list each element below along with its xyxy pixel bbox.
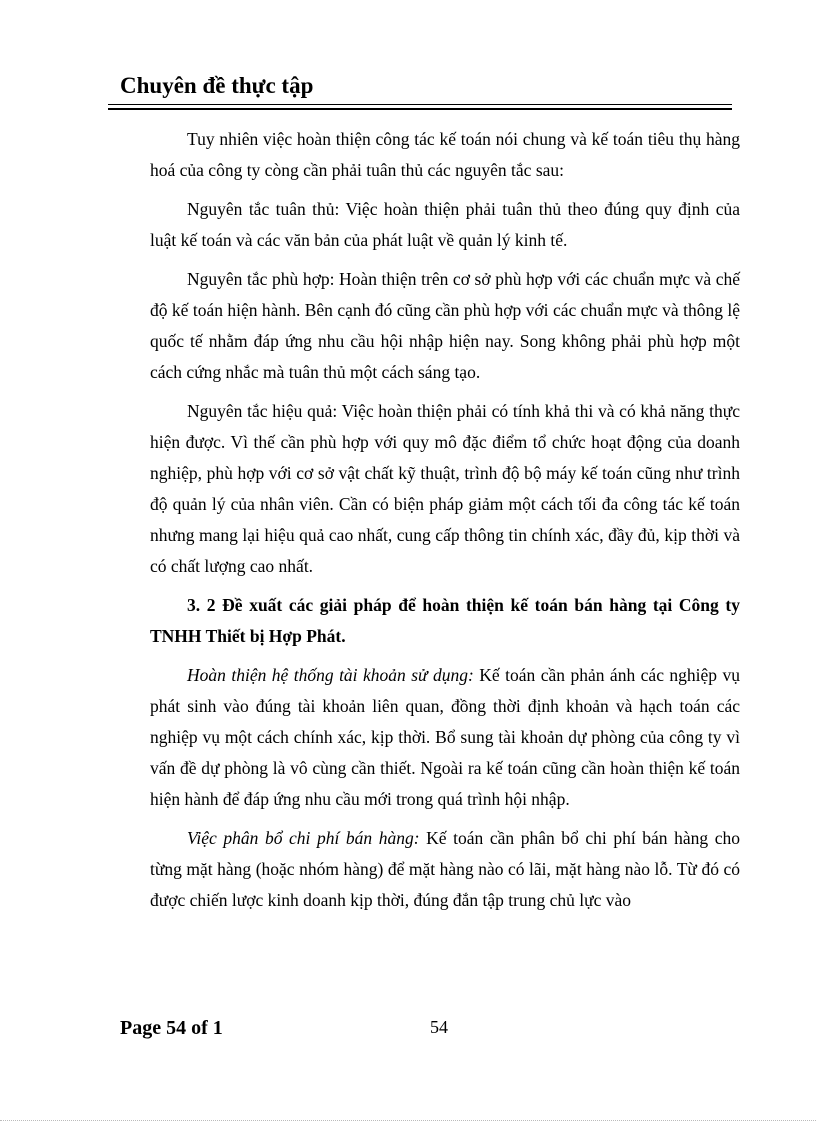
header-rule-thick xyxy=(108,108,732,110)
page-bottom-border xyxy=(0,1120,816,1121)
page-number: 54 xyxy=(430,1017,448,1037)
paragraph: Tuy nhiên việc hoàn thiện công tác kế toán nói chung và kế toán tiêu thụ hàng hoá của công ty còng cần phải tuân thủ các nguyên tắc sau: xyxy=(150,129,740,180)
header-rule-thin xyxy=(108,104,732,105)
page-label: Page 54 of 1 xyxy=(120,1017,223,1039)
paragraph: Nguyên tắc tuân thủ: Việc hoàn thiện phải tuân thủ theo đúng quy định của luật kế toán và các văn bản của phát luật về quản lý kinh tế. xyxy=(150,199,740,250)
item-text: Kế toán cần phản ánh các nghiệp vụ phát sinh vào đúng tài khoản liên quan, đồng thời định khoản và hạch toán các nghiệp vụ một cách chính xác, kịp thời. Bổ sung tài khoản dự phòng của công ty vì vấn đề dự phòng là vô cùng cần thiết. Ngoài ra kế toán cũng cần hoàn thiện kế toán hiện hành để đáp ứng nhu cầu mới trong quá trình hội nhập. xyxy=(150,665,740,809)
paragraph: Nguyên tắc hiệu quả: Việc hoàn thiện phải có tính khả thi và có khả năng thực hiện được. Vì thế cần phù hợp với quy mô đặc điểm tổ chức hoạt động của doanh nghiệp, phù hợp với cơ sở vật chất kỹ thuật, trình độ bộ máy kế toán cũng như trình độ quản lý của nhân viên. Cần có biện pháp giảm một cách tối đa công tác kế toán nhưng mang lại hiệu quả cao nhất, cung cấp thông tin chính xác, đầy đủ, kịp thời và có chất lượng cao nhất. xyxy=(150,401,740,576)
item-lead: Việc phân bổ chi phí bán hàng: xyxy=(187,828,420,848)
document-body xyxy=(150,124,740,924)
item-text: Kế toán cần phân bổ chi phí bán hàng cho từng mặt hàng (hoặc nhóm hàng) để mặt hàng nào có lãi, mặt hàng nào lỗ. Từ đó có được chiến lược kinh doanh kịp thời, đúng đắn tập trung chủ lực vào xyxy=(150,828,740,910)
paragraph xyxy=(150,823,740,916)
section-heading: 3. 2 Đề xuất các giải pháp để hoàn thiện kế toán bán hàng tại Công ty TNHH Thiết bị Hợp Phát. xyxy=(150,595,740,646)
paragraph: Nguyên tắc phù hợp: Hoàn thiện trên cơ sở phù hợp với các chuẩn mực và chế độ kế toán hiện hành. Bên cạnh đó cũng cần phù hợp với các chuẩn mực và thông lệ quốc tế nhằm đáp ứng nhu cầu hội nhập hiện nay. Song không phải phù hợp một cách cứng nhắc mà tuân thủ một cách sáng tạo. xyxy=(150,269,740,382)
paragraph xyxy=(150,660,740,815)
page-header-title: Chuyên đề thực tập xyxy=(120,73,314,98)
item-lead: Hoàn thiện hệ thống tài khoản sử dụng: xyxy=(187,665,474,685)
